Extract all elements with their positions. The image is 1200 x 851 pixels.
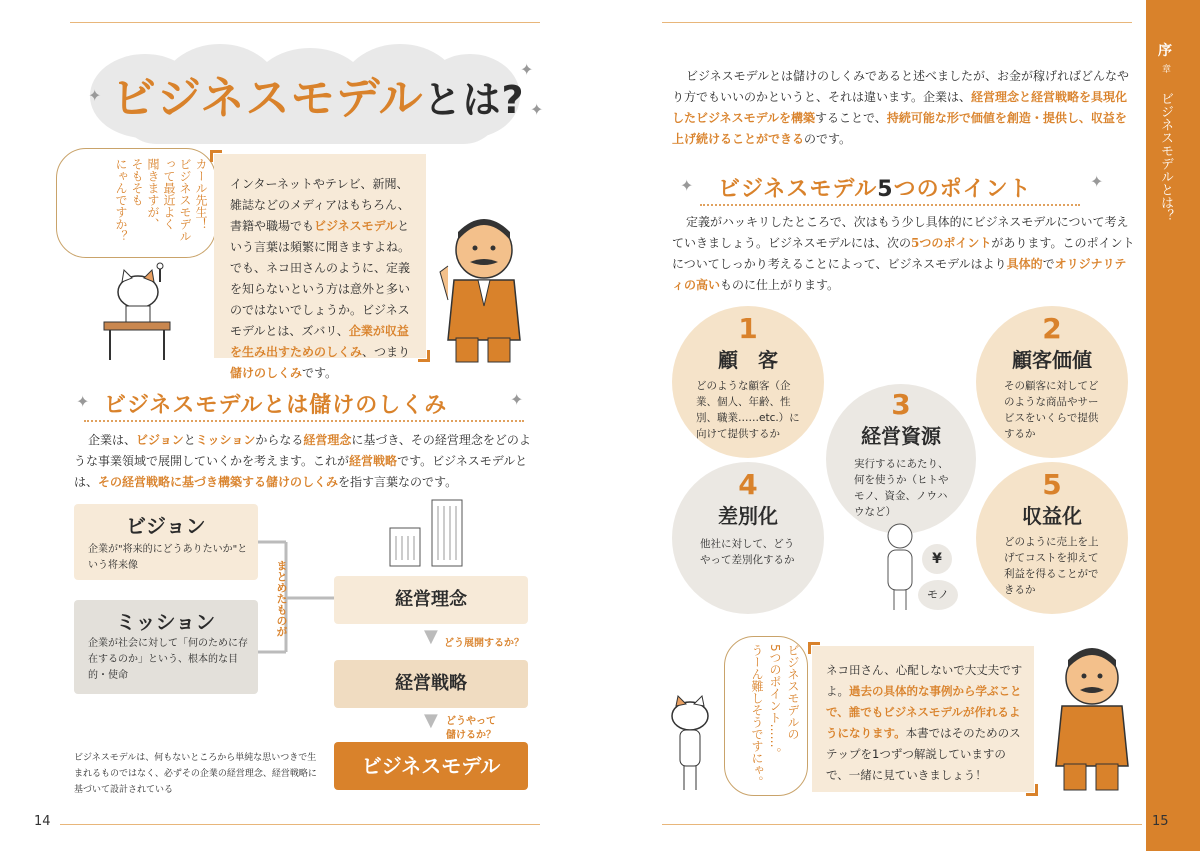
arrow-down-icon: ▼	[424, 710, 438, 731]
point-text: どのように売上を上げてコストを抑えて利益を得ることができるか	[1004, 536, 1099, 596]
box-corner	[210, 150, 222, 162]
bottom-rule-left	[60, 824, 540, 825]
point-title: 顧 客	[718, 348, 778, 372]
sidebar-title: ビジネスモデルとは？	[1158, 92, 1173, 222]
flow-keiei-rinen: 経営理念	[334, 576, 528, 624]
point-number: 3	[891, 388, 911, 421]
point-text: その顧客に対してどのような商品やサービスをいくらで提供するか	[1004, 380, 1099, 440]
flow-keiei-senryaku: 経営戦略	[334, 660, 528, 708]
section2-body: 定義がハッキリしたところで、次はもう少し具体的にビジネスモデルについて考えていきましょう。ビジネスモデルには、次の5つのポイントがあります。このポイントについてしっかり考えることによって、ビジネスモデルはより具体的でオリジナリティの高いものに仕上がります。	[672, 215, 1135, 292]
person-figure-illustration	[880, 522, 920, 612]
cat-worried-illustration	[664, 694, 720, 794]
vision-text: 企業が"将来的にどうありたいか"という将来像	[88, 544, 248, 571]
sparkle-icon: ✦	[520, 60, 534, 79]
student-question: カール先生！ ビジネスモデル って最近よく 聞きますが、 そもそも にゃんですか？	[114, 158, 208, 242]
sidebar-chapter: 序	[1158, 43, 1172, 59]
point-title: 収益化	[1022, 504, 1082, 528]
point-text: どのような顧客（企業、個人、年齢、性別、職業……etc.）に向けて提供するか	[696, 380, 800, 440]
sparkle-icon: ✦	[530, 100, 544, 119]
sparkle-icon: ✦	[88, 86, 102, 105]
page-number: 14	[34, 814, 51, 829]
point-text: 他社に対して、どうやって差別化するか	[700, 538, 795, 566]
top-rule-left	[70, 22, 540, 23]
sparkle-icon: ✦	[680, 176, 694, 195]
section-underline	[700, 204, 1080, 206]
flow-label: どうやって	[446, 716, 496, 727]
teacher-reply-box: ネコ田さん、心配しないで大丈夫ですよ。過去の具体的な事例から学ぶことで、誰でもビジネスモデルが作れるようになります。本書ではそのためのステップを1つずつ解説していますので、一緒に見ていきましょう！	[812, 646, 1034, 792]
teacher-illustration	[438, 210, 528, 370]
mission-box	[74, 600, 258, 694]
vision-box	[74, 504, 258, 580]
intro-text: ビジネスモデルとは儲けのしくみであると述べましたが、お金が稼げればどんなやり方でもいいのかというと、それは違います。企業は、経営理念と経営戦略を具現化したビジネスモデルを構築することで、持続可能な形で価値を創造・提供し、収益を上げ続けることができるのです。	[672, 69, 1130, 146]
vision-title: ビジョン	[126, 514, 206, 538]
top-rule-right	[662, 22, 1132, 23]
buildings-icon	[388, 498, 468, 568]
mission-title: ミッション	[116, 610, 216, 634]
mission-text: 企業が社会に対して「何のために存在するのか」という、根本的な目的・使命	[88, 638, 248, 681]
box-corner	[1026, 784, 1038, 796]
section-underline	[84, 420, 524, 422]
teacher-illustration	[1046, 640, 1136, 800]
yen-badge: ¥	[922, 544, 952, 574]
point-title: 経営資源	[861, 424, 941, 448]
matome-label: まとめたものが	[275, 560, 288, 637]
point-number: 2	[1042, 312, 1062, 345]
section-heading: ビジネスモデルとは儲けのしくみ	[104, 393, 448, 418]
page-title: ビジネスモデルとは?	[112, 73, 525, 124]
point-title: 顧客価値	[1012, 348, 1092, 372]
flow-label: どう展開するか？	[444, 638, 524, 649]
point-3-circle	[826, 384, 976, 534]
box-corner	[808, 642, 820, 654]
sparkle-icon: ✦	[76, 392, 90, 411]
point-4-circle	[672, 462, 824, 614]
point-1-circle	[672, 306, 824, 458]
section-heading: ビジネスモデル5つのポイント	[718, 177, 1032, 202]
sparkle-icon: ✦	[1090, 172, 1104, 191]
bottom-rule-right	[662, 824, 1142, 825]
point-5-circle	[976, 462, 1128, 614]
box-corner	[418, 350, 430, 362]
sparkle-icon: ✦	[510, 390, 524, 409]
page-number: 15	[1152, 814, 1169, 829]
section1-body: 企業は、ビジョンとミッションからなる経営理念に基づき、その経営理念をどのような事業領域で展開していくかを考えます。これが経営戦略です。ビジネスモデルとは、その経営戦略に基づき構築する儲けのしくみを指す言葉なのです。	[74, 433, 531, 489]
point-2-circle	[976, 306, 1128, 458]
flow-business-model: ビジネスモデル	[334, 742, 528, 790]
arrow-down-icon: ▼	[424, 626, 438, 647]
point-number: 5	[1042, 468, 1062, 501]
flow-label: 儲けるか？	[446, 730, 496, 741]
footnote: ビジネスモデルは、何もないところから単純な思いつきで生まれるものではなく、必ずその企業の経営理念、経営戦略に基づいて設計されている	[74, 753, 317, 795]
sidebar-chapter-sub: 章	[1162, 65, 1172, 75]
point-text: 実行するにあたり、何を使うか（ヒトやモノ、資金、ノウハウなど）	[854, 458, 949, 518]
point-number: 1	[738, 312, 758, 345]
point-title: 差別化	[718, 504, 778, 528]
mono-badge: モノ	[918, 580, 958, 610]
cat-student-illustration	[100, 262, 180, 362]
point-number: 4	[738, 468, 758, 501]
connector-lines	[256, 540, 336, 660]
cat-worry-text: ビジネスモデルの 5つのポイント……。 うーん難しそうですにゃ。	[750, 644, 800, 788]
teacher-explanation-box: インターネットやテレビ、新聞、雑誌などのメディアはもちろん、書籍や職場でもビジネスモデルという言葉は頻繁に聞きますよね。でも、ネコ田さんのように、定義を知らないという方は意外と多いのではないでしょうか。ビジネスモデルとは、ズバリ、企業が収益を生み出すためのしくみ、つまり儲けのしくみです。	[214, 154, 426, 358]
